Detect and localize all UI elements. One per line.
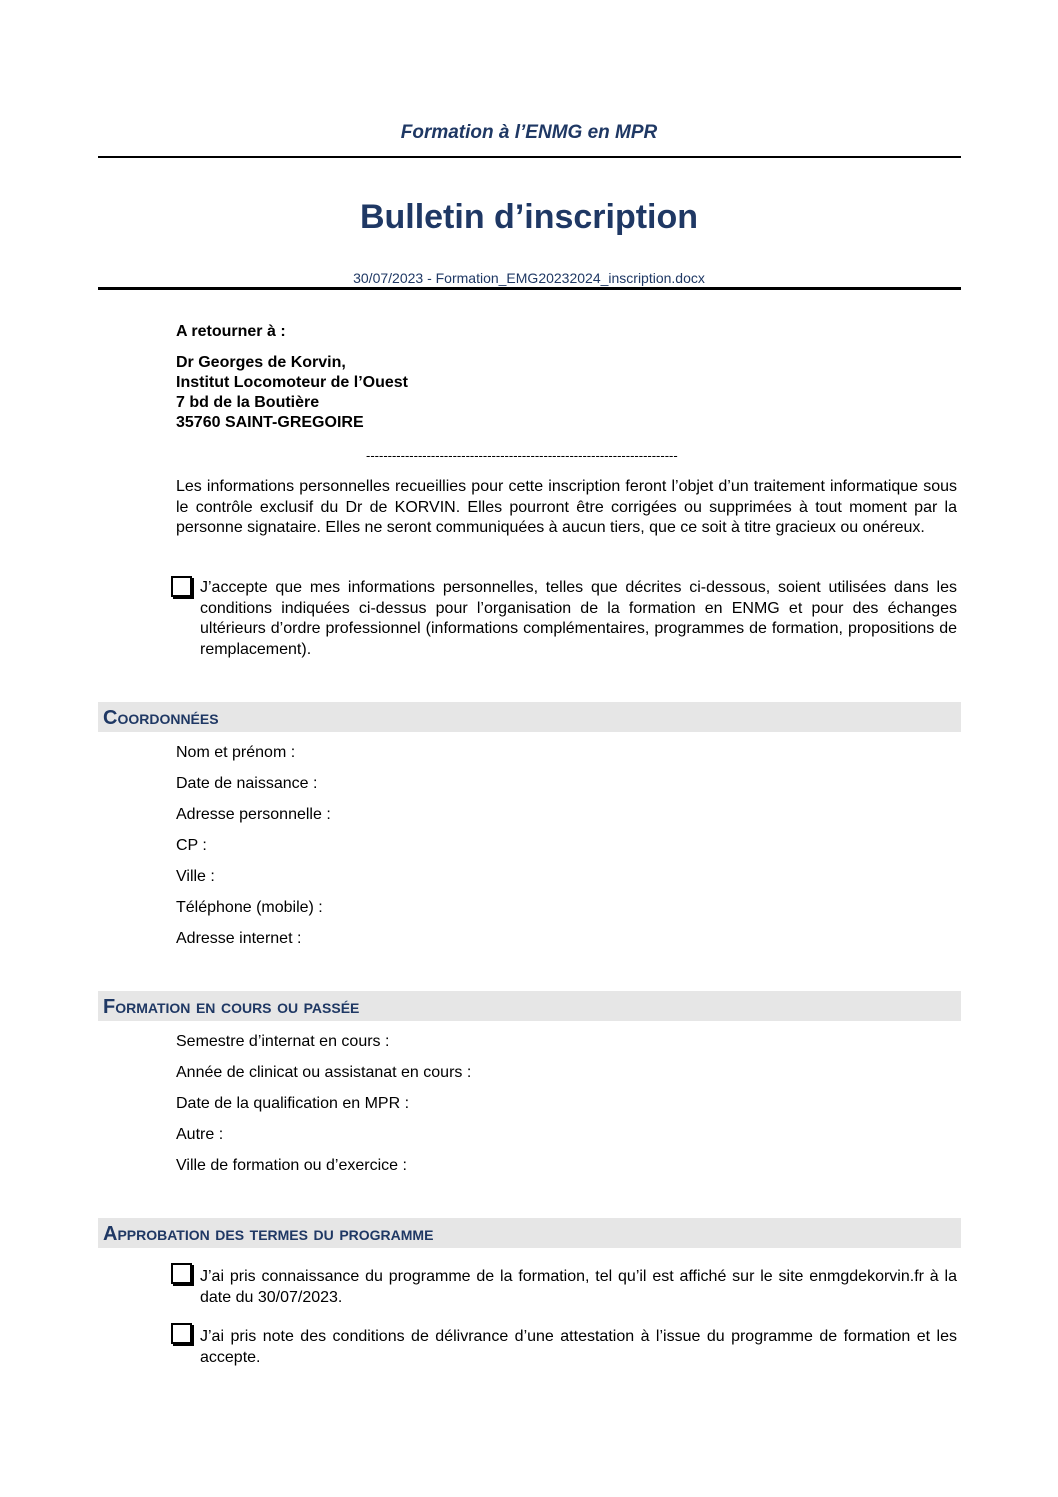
return-label: A retourner à : <box>176 323 286 340</box>
section-title: Approbation des termes du programme <box>103 1223 434 1245</box>
program-checkbox[interactable] <box>171 1263 192 1284</box>
field-ville-formation[interactable]: Ville de formation ou d’exercice : <box>176 1157 407 1174</box>
header-rule <box>98 156 961 158</box>
field-semestre-internat[interactable]: Semestre d’internat en cours : <box>176 1033 390 1050</box>
consent-checkbox[interactable] <box>171 576 192 597</box>
section-header-formation <box>98 991 961 1021</box>
field-date-naissance[interactable]: Date de naissance : <box>176 775 318 792</box>
field-ville[interactable]: Ville : <box>176 868 215 885</box>
field-email[interactable]: Adresse internet : <box>176 930 302 947</box>
field-date-qualification[interactable]: Date de la qualification en MPR : <box>176 1095 410 1112</box>
coordonnees-fields <box>176 743 331 960</box>
field-telephone[interactable]: Téléphone (mobile) : <box>176 899 323 916</box>
consent-item <box>171 576 957 660</box>
document-title: Bulletin d’inscription <box>359 198 699 236</box>
section-title: Coordonnées <box>103 707 219 729</box>
separator-line: ------------------------------------------------------------------------ <box>366 448 678 463</box>
return-address-block <box>176 322 408 433</box>
privacy-notice: Les informations personnelles recueillies pour cette inscription feront l’objet d’un traitement informatique sous le contrôle exclusif du Dr de KORVIN. Elles pourront être corrigées ou supprimées à tout moment par la personne signataire. Elles ne seront communiquées à aucun tiers, que ce soit à titre gracieux ou onéreux. <box>176 478 957 536</box>
section-title: Formation en cours ou passée <box>103 996 360 1018</box>
field-annee-clinicat[interactable]: Année de clinicat ou assistanat en cours : <box>176 1064 472 1081</box>
approval-item <box>171 1263 957 1308</box>
address-line: Dr Georges de Korvin, <box>176 354 346 371</box>
address-line: 7 bd de la Boutière <box>176 394 320 411</box>
section-header-approbation <box>98 1218 961 1248</box>
document-reference: 30/07/2023 - Formation_EMG20232024_inscription.docx <box>353 270 705 286</box>
field-adresse[interactable]: Adresse personnelle : <box>176 806 331 823</box>
title-rule <box>98 287 961 290</box>
header-title: Formation à l’ENMG en MPR <box>400 122 658 143</box>
consent-text: J’accepte que mes informations personnelles, telles que décrites ci-dessous, soient utilisées dans les conditions indiquées ci-dessus pour l’organisation de la formation en ENMG et pour des échanges ultérieurs d’ordre professionnel (informations complémentaires, programmes de formation, propositions de remplacement). <box>200 579 957 658</box>
field-autre[interactable]: Autre : <box>176 1126 224 1143</box>
field-cp[interactable]: CP : <box>176 837 207 854</box>
formation-fields <box>176 1032 471 1187</box>
approval-text: J’ai pris note des conditions de délivrance d’une attestation à l’issue du programme de formation et les accepte. <box>200 1328 957 1366</box>
approval-item <box>171 1323 957 1368</box>
approval-text: J’ai pris connaissance du programme de la formation, tel qu’il est affiché sur le site enmgdekorvin.fr à la date du 30/07/2023. <box>200 1268 957 1306</box>
section-header-coordonnees <box>98 702 961 732</box>
address-line: 35760 SAINT-GREGOIRE <box>176 414 364 431</box>
address-line: Institut Locomoteur de l’Ouest <box>176 374 409 391</box>
field-nom-prenom[interactable]: Nom et prénom : <box>176 744 296 761</box>
attestation-checkbox[interactable] <box>171 1323 192 1344</box>
